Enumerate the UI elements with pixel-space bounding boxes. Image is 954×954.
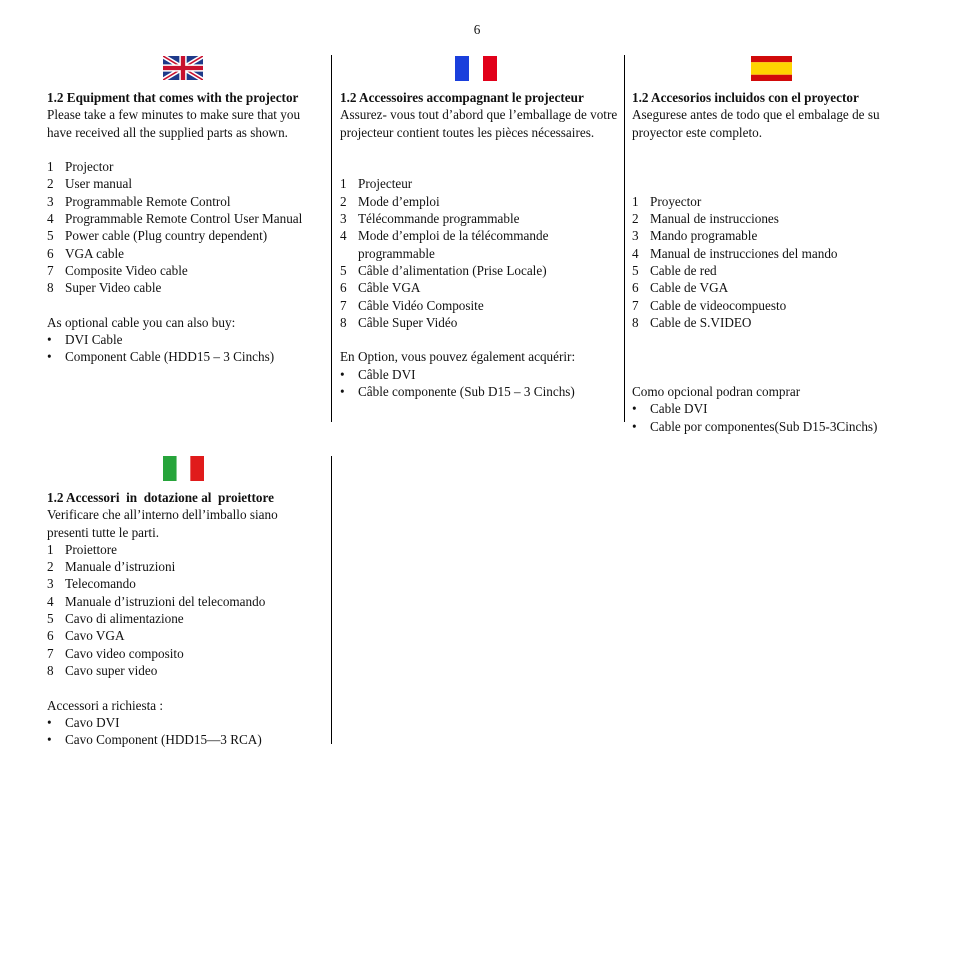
list-item: 1 Projecteur <box>340 176 413 192</box>
english-section <box>47 89 315 366</box>
list-item: • Câble DVI <box>340 366 416 382</box>
section-intro: Please take a few minutes to make sure that you have received all the supplied parts as shown. <box>47 107 301 140</box>
spanish-section <box>632 89 917 435</box>
list-item: • Cavo DVI <box>47 714 120 730</box>
uk-flag-icon <box>163 56 203 80</box>
list-item: 4 Manuale d’istruzioni del telecomando <box>47 593 266 609</box>
list-item: 7 Cavo video composito <box>47 645 184 661</box>
list-item: • Cable DVI <box>632 401 708 417</box>
section-heading: 1.2 Equipment that comes with the projector <box>47 90 299 105</box>
section-intro: Asegurese antes de todo que el embalage de su proyector este completo. <box>632 107 880 140</box>
optional-list <box>47 331 315 366</box>
list-item: 7 Composite Video cable <box>47 262 188 278</box>
list-item: 2 Mode d’emploi <box>340 193 440 209</box>
list-item: 5 Cable de red <box>632 262 717 278</box>
list-item: 2 Manual de instrucciones <box>632 211 779 227</box>
item-list <box>47 541 317 679</box>
section-heading: 1.2 Accesorios incluidos con el proyector <box>632 90 859 105</box>
section-heading: 1.2 Accessoires accompagnant le projecteur <box>340 90 584 105</box>
france-flag-icon <box>455 56 497 81</box>
optional-intro: En Option, vous pouvez également acquérir: <box>340 349 576 365</box>
list-item: 2 Manuale d’istruzioni <box>47 559 176 575</box>
list-item: 5 Cavo di alimentazione <box>47 611 184 627</box>
list-item: 4 Mode d’emploi de la télécommande programmable <box>340 228 549 261</box>
column-divider <box>624 55 625 422</box>
page-number: 6 <box>473 22 481 37</box>
optional-list <box>47 714 317 749</box>
list-item: • Component Cable (HDD15 – 3 Cinchs) <box>47 349 275 365</box>
list-item: 8 Super Video cable <box>47 280 162 296</box>
italy-flag-icon <box>163 456 204 481</box>
list-item: 1 Proyector <box>632 193 702 209</box>
list-item: 4 Manual de instrucciones del mando <box>632 245 838 261</box>
list-item: • DVI Cable <box>47 332 123 348</box>
item-list <box>47 158 315 296</box>
list-item: 2 User manual <box>47 176 133 192</box>
section-intro: Assurez- vous tout d’abord que l’emballage de votre projecteur contient toutes les pièces nécessaires. <box>340 107 618 140</box>
list-item: 6 Câble VGA <box>340 280 421 296</box>
optional-intro: As optional cable you can also buy: <box>47 314 236 330</box>
item-list <box>632 193 917 331</box>
list-item: 6 VGA cable <box>47 245 124 261</box>
optional-intro: Como opcional podran comprar <box>632 384 801 400</box>
list-item: 6 Cable de VGA <box>632 280 729 296</box>
list-item: 1 Projector <box>47 159 114 175</box>
list-item: 5 Câble d’alimentation (Prise Locale) <box>340 262 547 278</box>
section-intro: Verificare che all’interno dell’imballo siano presenti tutte le parti. <box>47 507 278 540</box>
italian-section <box>47 489 317 748</box>
column-divider <box>331 55 332 422</box>
list-item: 8 Câble Super Vidéo <box>340 314 458 330</box>
list-item: 7 Cable de videocompuesto <box>632 297 787 313</box>
list-item: • Cable por componentes(Sub D15-3Cinchs) <box>632 418 878 434</box>
list-item: 3 Telecomando <box>47 576 136 592</box>
column-divider <box>331 456 332 744</box>
list-item: • Cavo Component (HDD15—3 RCA) <box>47 732 262 748</box>
list-item: • Câble componente (Sub D15 – 3 Cinchs) <box>340 384 575 400</box>
optional-list <box>340 366 618 401</box>
list-item: 3 Programmable Remote Control <box>47 193 231 209</box>
list-item: 8 Cavo super video <box>47 662 158 678</box>
spain-flag-icon <box>751 56 792 81</box>
optional-intro: Accessori a richiesta : <box>47 697 164 713</box>
list-item: 8 Cable de S.VIDEO <box>632 314 752 330</box>
list-item: 3 Mando programable <box>632 228 758 244</box>
list-item: 5 Power cable (Plug country dependent) <box>47 228 268 244</box>
item-list <box>340 175 618 331</box>
list-item: 4 Programmable Remote Control User Manual <box>47 211 303 227</box>
list-item: 1 Proiettore <box>47 541 118 557</box>
list-item: 3 Télécommande programmable <box>340 211 520 227</box>
list-item: 6 Cavo VGA <box>47 628 125 644</box>
section-heading: 1.2 Accessori in dotazione al proiettore <box>47 490 274 505</box>
list-item: 7 Câble Vidéo Composite <box>340 297 484 313</box>
optional-list <box>632 400 917 435</box>
french-section <box>340 89 618 400</box>
